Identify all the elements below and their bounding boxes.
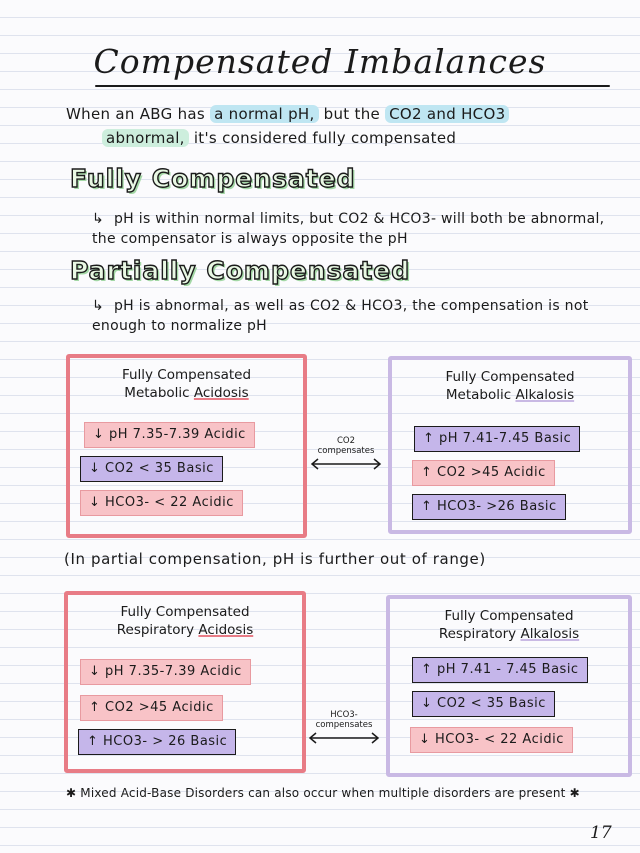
panel-metabolic-acidosis xyxy=(66,354,307,538)
return-arrow-icon: ↳ xyxy=(92,298,105,314)
row-ph: ↓ pH 7.35-7.39 Acidic xyxy=(84,422,255,448)
page-number: 17 xyxy=(590,823,612,843)
partial-compensation-note: (In partial compensation, pH is further out of range) xyxy=(64,550,486,568)
row-ph: ↑ pH 7.41 - 7.45 Basic xyxy=(412,657,588,683)
section-bullet-partially xyxy=(92,296,592,336)
panel-title: Fully Compensated Respiratory Acidosis xyxy=(116,604,254,638)
row-hco3: ↑ HCO3- > 26 Basic xyxy=(78,729,236,755)
title-underline xyxy=(95,85,610,87)
panel-title: Fully Compensated Metabolic Acidosis xyxy=(121,367,252,401)
row-co2: ↓ CO2 < 35 Basic xyxy=(80,456,223,482)
connector-bottom: HCO3- compensates xyxy=(306,710,382,749)
intro-text xyxy=(66,102,606,150)
panel-title: Fully Compensated Metabolic Alkalosis xyxy=(445,369,575,403)
row-hco3: ↑ HCO3- >26 Basic xyxy=(412,494,566,520)
intro-highlight-normal-ph: a normal pH, xyxy=(210,105,318,123)
section-heading-fully: Fully Compensated xyxy=(70,164,356,193)
double-arrow-icon xyxy=(308,457,384,471)
intro-part3: it's considered fully compensated xyxy=(193,129,457,147)
row-hco3: ↓ HCO3- < 22 Acidic xyxy=(80,490,243,516)
intro-part2: but the xyxy=(323,105,381,123)
row-ph: ↑ pH 7.41-7.45 Basic xyxy=(414,426,580,452)
panel-title: Fully Compensated Respiratory Alkalosis xyxy=(438,608,580,642)
page-title: Compensated Imbalances xyxy=(93,42,547,81)
panel-metabolic-alkalosis xyxy=(388,356,632,534)
panel-respiratory-acidosis xyxy=(64,591,306,773)
panel-respiratory-alkalosis xyxy=(386,595,632,777)
section-bullet-fully xyxy=(92,209,622,249)
row-co2: ↓ CO2 < 35 Basic xyxy=(412,691,555,717)
double-arrow-icon xyxy=(306,731,382,745)
intro-highlight-abnormal: abnormal, xyxy=(102,129,189,147)
intro-part1: When an ABG has xyxy=(66,105,206,123)
row-co2: ↑ CO2 >45 Acidic xyxy=(80,695,223,721)
connector-top: CO2 compensates xyxy=(308,436,384,475)
return-arrow-icon: ↳ xyxy=(92,211,105,227)
footnote: ✱ Mixed Acid-Base Disorders can also occur when multiple disorders are present ✱ xyxy=(66,786,580,800)
section-heading-partially: Partially Compensated xyxy=(70,256,411,285)
bullet-text: pH is within normal limits, but CO2 & HCO3- will both be abnormal, the compensator is always opposite the pH xyxy=(92,211,605,247)
row-ph: ↓ pH 7.35-7.39 Acidic xyxy=(80,659,251,685)
row-hco3: ↓ HCO3- < 22 Acidic xyxy=(410,727,573,753)
row-co2: ↑ CO2 >45 Acidic xyxy=(412,460,555,486)
intro-highlight-co2-hco3: CO2 and HCO3 xyxy=(385,105,509,123)
bullet-text: pH is abnormal, as well as CO2 & HCO3, the compensation is not enough to normalize pH xyxy=(92,298,589,334)
